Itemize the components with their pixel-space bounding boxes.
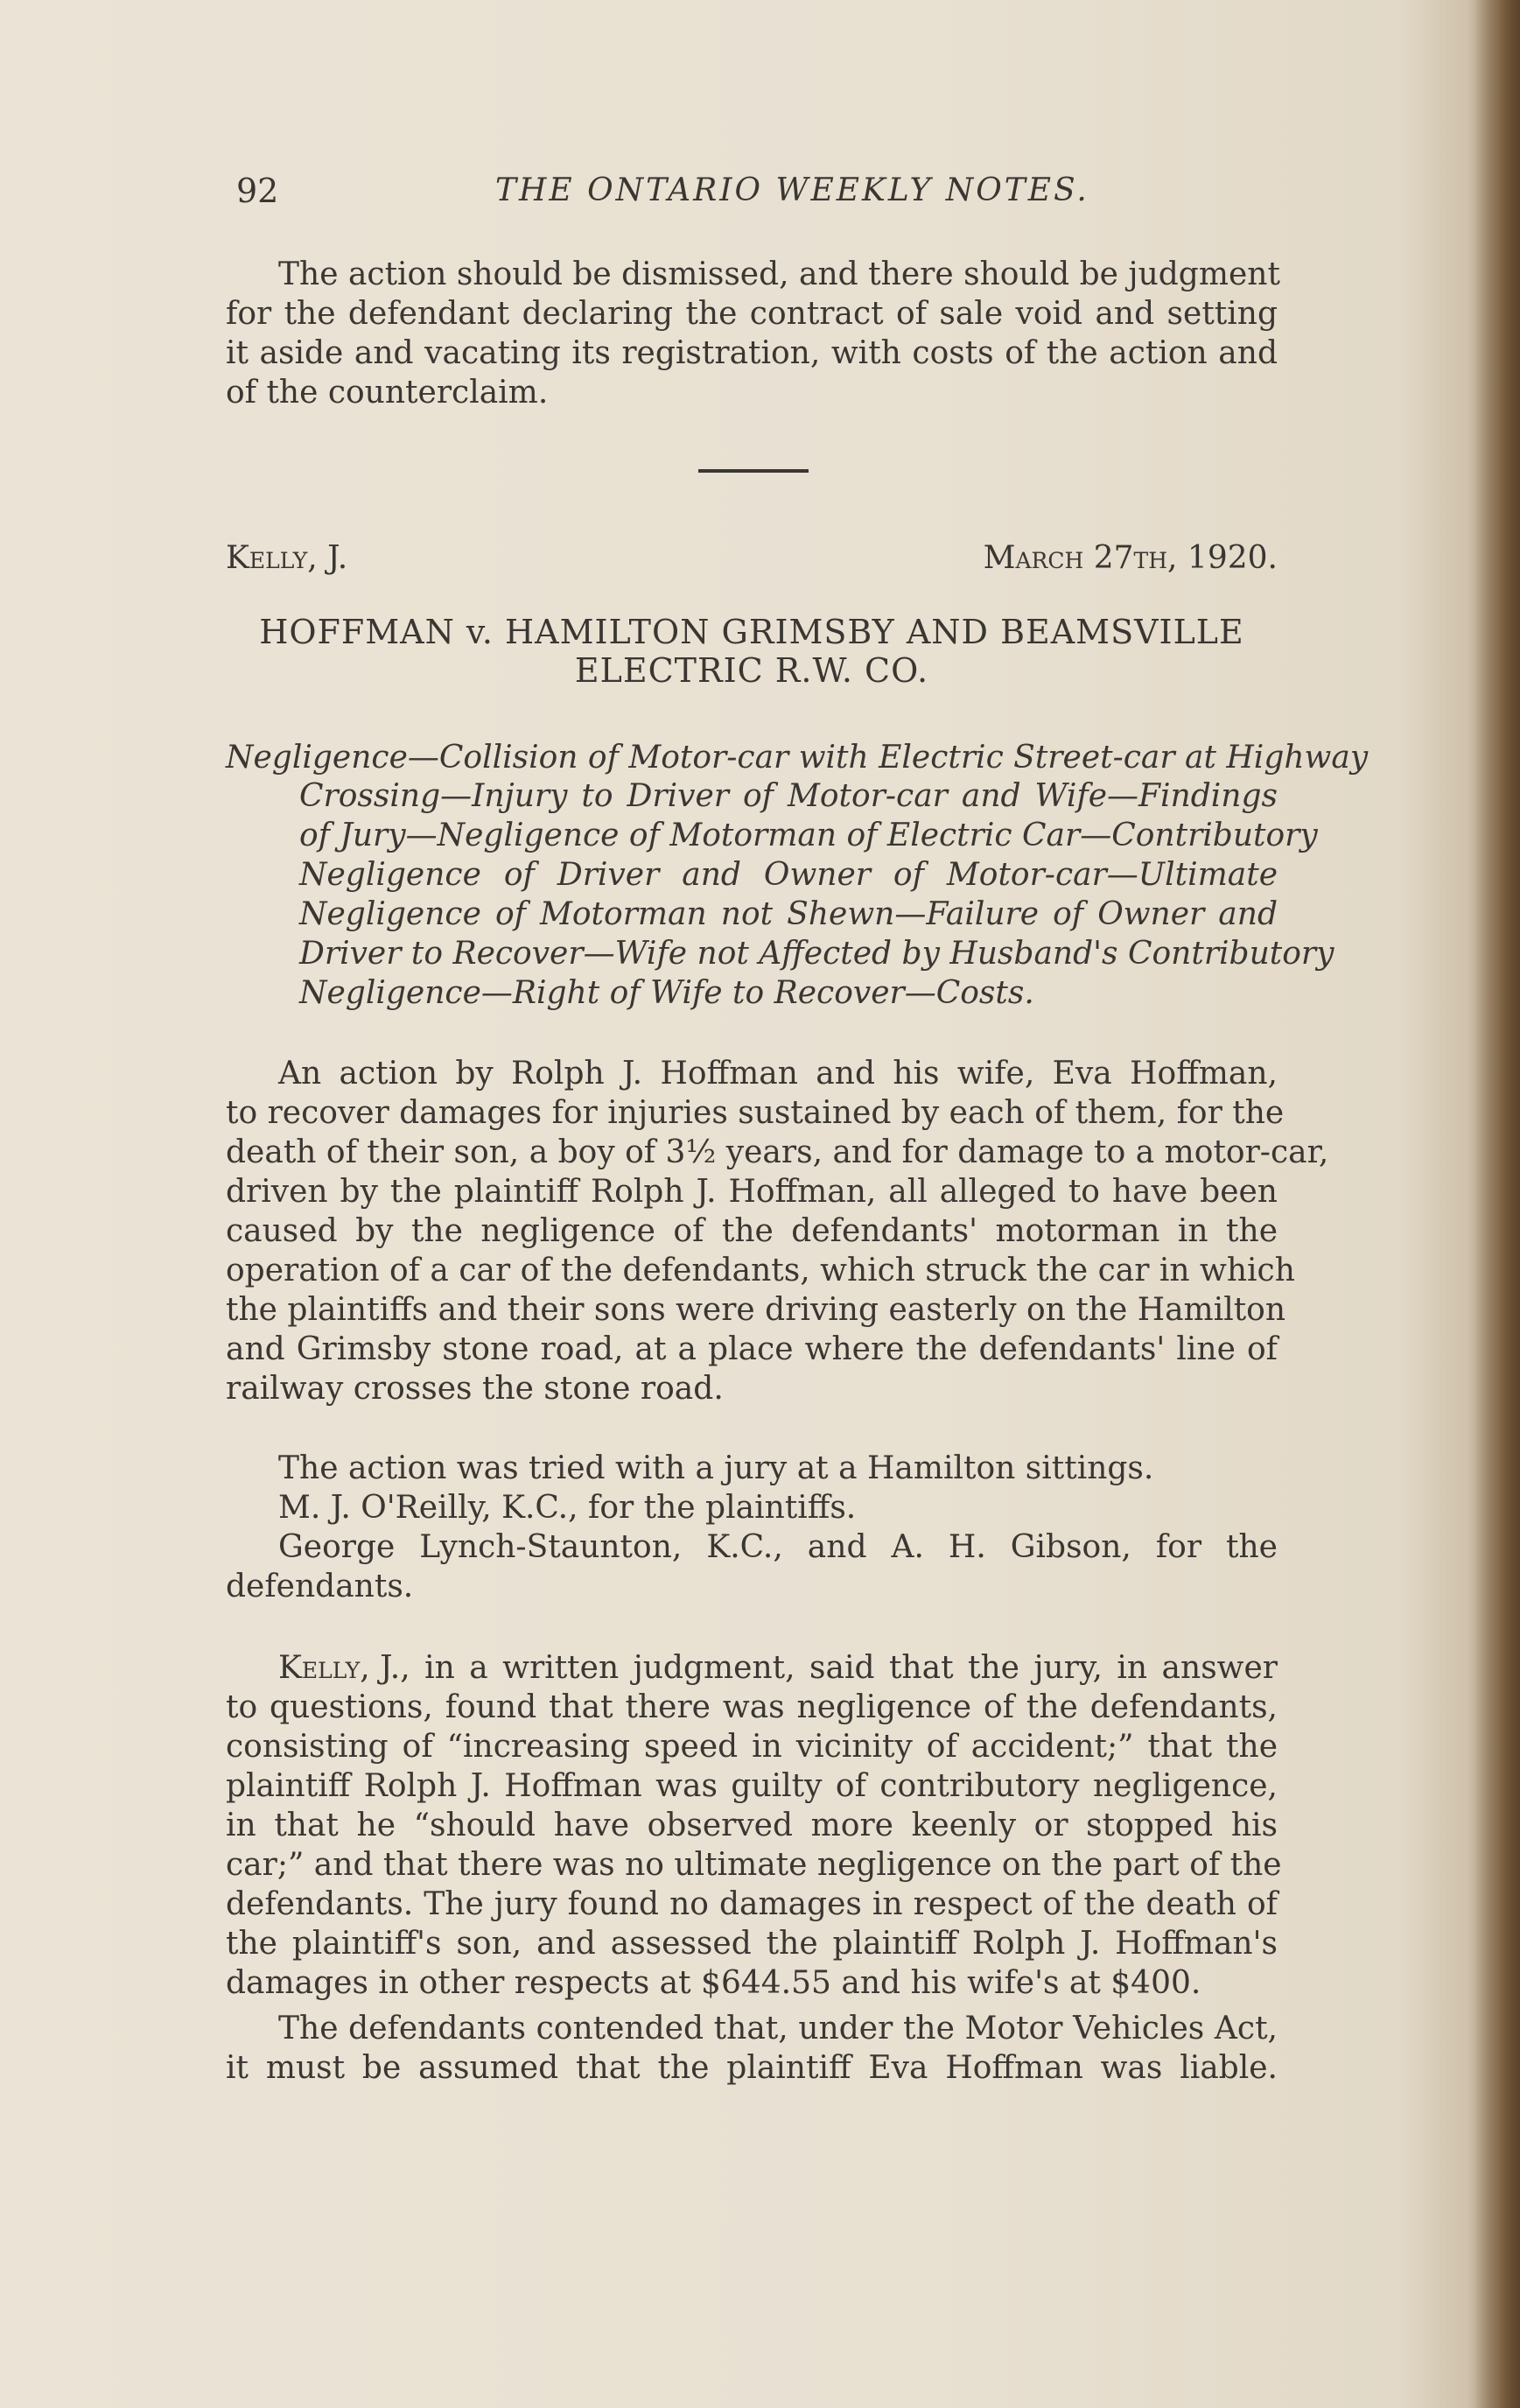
judgment-lead: Kelly, J. — [278, 1650, 401, 1686]
action-line: and Grimsby stone road, at a place where the defendants' line of — [226, 1331, 1278, 1367]
judgment-date: March 27th, 1920. — [983, 540, 1278, 576]
judgment-line: , in a written judgment, said that the jury, in answer — [400, 1650, 1278, 1686]
final-line: it must be assumed that the plaintiff Eva Hoffman was liable. — [226, 2050, 1278, 2086]
judgment-line: the plaintiff's son, and assessed the plaintiff Rolph J. Hoffman's — [226, 1926, 1278, 1962]
action-line: the plaintiffs and their sons were driving easterly on the Hamilton — [226, 1292, 1286, 1328]
headnote-line: of Jury—Negligence of Motorman of Electric Car—Contributory — [299, 818, 1318, 853]
judgment-line: damages in other respects at $644.55 and his wife's at $400. — [226, 1965, 1201, 2001]
judgment-line: in that he “should have observed more keenly or stopped his — [226, 1808, 1278, 1843]
running-title: THE ONTARIO WEEKLY NOTES. — [495, 172, 1089, 208]
action-line: death of their son, a boy of 3½ years, and for damage to a motor-car, — [226, 1134, 1329, 1170]
intro-line: it aside and vacating its registration, with costs of the action and — [226, 335, 1278, 371]
action-line: operation of a car of the defendants, which struck the car in which — [226, 1253, 1295, 1288]
intro-line: for the defendant declaring the contract of sale void and setting — [226, 296, 1278, 332]
action-line: railway crosses the stone road. — [226, 1371, 724, 1407]
trial-line: M. J. O'Reilly, K.C., for the plaintiffs. — [278, 1490, 857, 1526]
action-line: to recover damages for injuries sustained by each of them, for the — [226, 1095, 1285, 1131]
headnote-line: Negligence—Right of Wife to Recover—Costs. — [299, 975, 1034, 1011]
action-line: An action by Rolph J. Hoffman and his wife, Eva Hoffman, — [278, 1056, 1278, 1092]
headnote-line: Crossing—Injury to Driver of Motor-car and Wife—Findings — [299, 778, 1278, 814]
final-line: The defendants contended that, under the Motor Vehicles Act, — [278, 2011, 1278, 2046]
judgment-line: plaintiff Rolph J. Hoffman was guilty of contributory negligence, — [226, 1768, 1278, 1804]
judgment-line: car;” and that there was no ultimate negligence on the part of the — [226, 1847, 1282, 1883]
headnote-line: Driver to Recover—Wife not Affected by Husband's Contributory — [299, 936, 1334, 972]
case-title: ELECTRIC R.W. CO. — [574, 651, 929, 690]
case-title: HOFFMAN v. HAMILTON GRIMSBY AND BEAMSVILLE — [259, 613, 1244, 651]
action-line: caused by the negligence of the defendants' motorman in the — [226, 1213, 1278, 1249]
judgment-line: defendants. The jury found no damages in respect of the death of — [226, 1886, 1278, 1922]
headnote-line: Negligence of Motorman not Shewn—Failure of Owner and — [299, 896, 1278, 932]
headnote-line: Negligence of Driver and Owner of Motor-car—Ultimate — [299, 857, 1278, 893]
judgment-line: to questions, found that there was negligence of the defendants, — [226, 1689, 1278, 1725]
judge-name: Kelly, J. — [226, 540, 348, 576]
trial-line: The action was tried with a jury at a Hamilton sittings. — [278, 1450, 1154, 1486]
action-line: driven by the plaintiff Rolph J. Hoffman, all alleged to have been — [226, 1174, 1278, 1210]
judgment-first-line — [278, 1649, 1278, 1688]
intro-line: of the counterclaim. — [226, 375, 549, 411]
trial-line: defendants. — [226, 1569, 414, 1604]
section-divider — [698, 469, 809, 473]
trial-line: George Lynch-Staunton, K.C., and A. H. Gibson, for the — [278, 1529, 1278, 1565]
headnote-line: Negligence—Collision of Motor-car with Electric Street-car at Highway — [226, 740, 1369, 776]
intro-line: The action should be dismissed, and there should be judgment — [278, 256, 1280, 292]
page-number: 92 — [236, 172, 279, 210]
judgment-line: consisting of “increasing speed in vicinity of accident;” that the — [226, 1729, 1278, 1765]
